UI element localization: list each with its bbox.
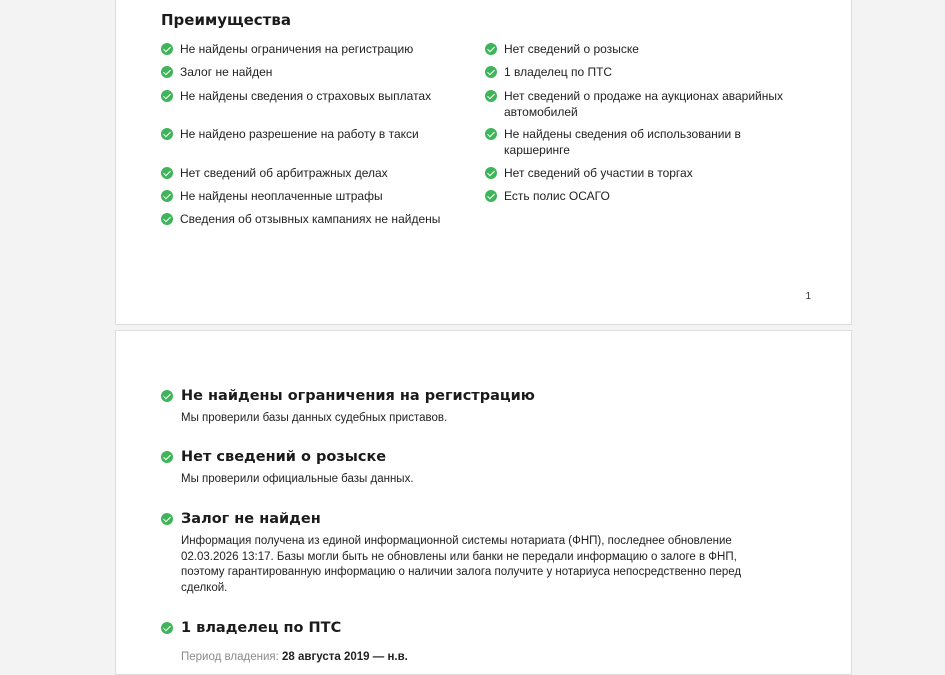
- check-circle-icon: [161, 622, 173, 634]
- check-circle-icon: [485, 43, 497, 55]
- section-title: [161, 619, 341, 637]
- advantages-title: Преимущества: [161, 11, 291, 29]
- advantage-item: [161, 64, 480, 80]
- check-circle-icon: [161, 390, 173, 402]
- advantage-label: Есть полис ОСАГО: [504, 189, 610, 203]
- advantage-item: [485, 88, 804, 120]
- advantage-item: [485, 64, 804, 80]
- section-text: Информация получена из единой информационной системы нотариата (ФНП), последнее обновление 02.03.2026 13:17. Базы могли быть не обновлены или банки не передали информацию о залоге в ФНП, поэтому гарантированную информацию о наличии залога получите у нотариуса непосредственно перед сделкой.: [181, 535, 742, 594]
- check-circle-icon: [161, 128, 173, 140]
- advantage-label: 1 владелец по ПТС: [504, 65, 613, 79]
- check-circle-icon: [161, 43, 173, 55]
- advantage-label: Не найдены сведения об использовании в каршеринге: [504, 127, 741, 157]
- section-title-text: 1 владелец по ПТС: [181, 620, 342, 636]
- check-circle-icon: [161, 190, 173, 202]
- advantage-item: [161, 165, 480, 181]
- check-circle-icon: [485, 66, 497, 78]
- check-circle-icon: [161, 90, 173, 102]
- ownership-period-value: 28 августа 2019 — н.в.: [282, 651, 408, 663]
- advantage-label: Не найдены неоплаченные штрафы: [180, 189, 383, 203]
- advantage-item: [485, 126, 764, 158]
- check-circle-icon: [485, 128, 497, 140]
- advantage-label: Не найдено разрешение на работу в такси: [180, 127, 419, 141]
- section-title-text: Не найдены ограничения на регистрацию: [181, 388, 535, 404]
- advantage-item: [161, 41, 480, 57]
- section-text: Мы проверили официальные базы данных.: [181, 473, 414, 485]
- report-page-2: [115, 330, 852, 675]
- advantage-item: [161, 126, 480, 142]
- check-circle-icon: [485, 190, 497, 202]
- check-circle-icon: [161, 213, 173, 225]
- section-text: Мы проверили базы данных судебных приставов.: [181, 412, 448, 424]
- advantage-label: Не найдены сведения о страховых выплатах: [180, 89, 432, 103]
- check-circle-icon: [485, 167, 497, 179]
- section-title: [161, 510, 321, 528]
- advantage-item: [485, 41, 804, 57]
- advantage-item: [161, 88, 480, 104]
- advantage-label: Нет сведений об участии в торгах: [504, 166, 693, 180]
- advantage-label: Нет сведений о розыске: [504, 42, 639, 56]
- advantage-label: Залог не найден: [180, 65, 273, 79]
- advantage-label: Нет сведений об арбитражных делах: [180, 166, 388, 180]
- section-title: [161, 448, 386, 466]
- section-title-text: Залог не найден: [181, 511, 321, 527]
- check-circle-icon: [161, 451, 173, 463]
- section-title: [161, 387, 535, 405]
- page-number: 1: [805, 291, 811, 302]
- advantage-label: Не найдены ограничения на регистрацию: [180, 42, 414, 56]
- check-circle-icon: [161, 167, 173, 179]
- advantage-label: Нет сведений о продаже на аукционах аварийных автомобилей: [504, 89, 783, 119]
- advantage-item: [485, 165, 804, 181]
- ownership-period-label: Период владения:: [181, 651, 279, 663]
- advantage-item: [161, 188, 480, 204]
- advantage-item: [485, 188, 804, 204]
- check-circle-icon: [161, 513, 173, 525]
- report-page-1: [115, 0, 852, 325]
- check-circle-icon: [485, 90, 497, 102]
- check-circle-icon: [161, 66, 173, 78]
- ownership-period: [181, 650, 781, 666]
- section-title-text: Нет сведений о розыске: [181, 449, 387, 465]
- advantage-item: [161, 211, 480, 227]
- advantage-label: Сведения об отзывных кампаниях не найдены: [180, 212, 441, 226]
